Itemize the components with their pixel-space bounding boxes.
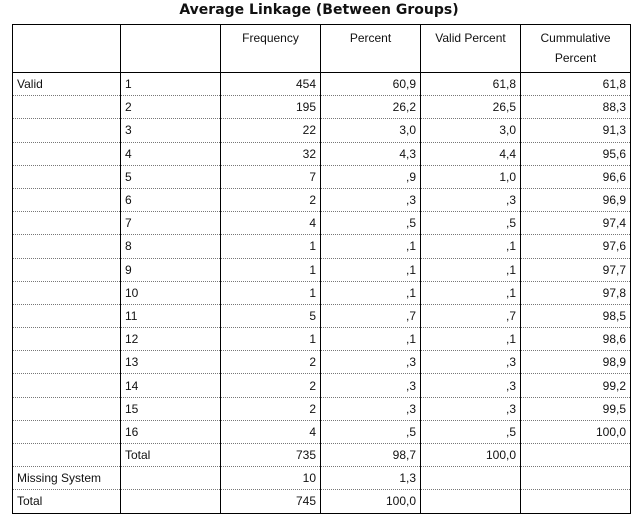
row-group-label bbox=[13, 444, 121, 467]
row-category: 9 bbox=[121, 258, 221, 281]
row-category: 14 bbox=[121, 374, 221, 397]
valid-percent-cell: 1,0 bbox=[421, 165, 521, 188]
row-group-label bbox=[13, 188, 121, 211]
valid-percent-cell: ,3 bbox=[421, 374, 521, 397]
row-group-label bbox=[13, 165, 121, 188]
row-group-label bbox=[13, 258, 121, 281]
frequency-cell: 2 bbox=[221, 397, 321, 420]
cumulative-percent-cell: 96,9 bbox=[521, 188, 631, 211]
frequency-cell: 22 bbox=[221, 119, 321, 142]
table-row bbox=[13, 374, 631, 397]
row-group-label bbox=[13, 212, 121, 235]
valid-percent-cell: 100,0 bbox=[421, 444, 521, 467]
cumulative-percent-cell: 95,6 bbox=[521, 142, 631, 165]
header-cell bbox=[13, 25, 121, 73]
percent-cell: 60,9 bbox=[321, 73, 421, 96]
cumulative-percent-cell: 97,7 bbox=[521, 258, 631, 281]
percent-cell: ,1 bbox=[321, 235, 421, 258]
table-row bbox=[13, 490, 631, 513]
percent-cell: ,1 bbox=[321, 328, 421, 351]
table-row bbox=[13, 119, 631, 142]
table-row bbox=[13, 467, 631, 490]
frequency-cell: 5 bbox=[221, 304, 321, 327]
percent-cell: 1,3 bbox=[321, 467, 421, 490]
valid-percent-cell bbox=[421, 490, 521, 513]
row-group-label: Missing System bbox=[13, 467, 121, 490]
percent-cell: ,3 bbox=[321, 351, 421, 374]
frequency-cell: 1 bbox=[221, 258, 321, 281]
cumulative-percent-cell: 97,6 bbox=[521, 235, 631, 258]
cumulative-percent-cell: 96,6 bbox=[521, 165, 631, 188]
row-category: 3 bbox=[121, 119, 221, 142]
table-row bbox=[13, 235, 631, 258]
frequency-cell: 10 bbox=[221, 467, 321, 490]
frequency-cell: 454 bbox=[221, 73, 321, 96]
table-row bbox=[13, 420, 631, 443]
table-row bbox=[13, 304, 631, 327]
table-title: Average Linkage (Between Groups) bbox=[179, 2, 459, 18]
cumulative-percent-cell: 99,2 bbox=[521, 374, 631, 397]
frequency-cell: 2 bbox=[221, 351, 321, 374]
row-category: 12 bbox=[121, 328, 221, 351]
row-group-label bbox=[13, 420, 121, 443]
cumulative-percent-cell: 97,8 bbox=[521, 281, 631, 304]
frequency-cell: 4 bbox=[221, 212, 321, 235]
row-group-label bbox=[13, 142, 121, 165]
percent-cell: ,5 bbox=[321, 212, 421, 235]
frequency-cell: 1 bbox=[221, 328, 321, 351]
table-row bbox=[13, 397, 631, 420]
frequency-cell: 2 bbox=[221, 188, 321, 211]
row-group-label bbox=[13, 235, 121, 258]
table-row bbox=[13, 165, 631, 188]
row-group-label: Total bbox=[13, 490, 121, 513]
valid-percent-cell: 26,5 bbox=[421, 96, 521, 119]
percent-cell: ,1 bbox=[321, 281, 421, 304]
percent-cell: 98,7 bbox=[321, 444, 421, 467]
cumulative-percent-cell: 91,3 bbox=[521, 119, 631, 142]
row-group-label bbox=[13, 119, 121, 142]
table-body bbox=[13, 73, 631, 514]
valid-percent-cell: 61,8 bbox=[421, 73, 521, 96]
row-group-label bbox=[13, 304, 121, 327]
cumulative-percent-cell bbox=[521, 467, 631, 490]
table-row bbox=[13, 328, 631, 351]
table-row bbox=[13, 96, 631, 119]
cumulative-percent-cell: 98,9 bbox=[521, 351, 631, 374]
frequency-cell: 32 bbox=[221, 142, 321, 165]
percent-cell: 100,0 bbox=[321, 490, 421, 513]
table-row bbox=[13, 444, 631, 467]
frequency-cell: 1 bbox=[221, 281, 321, 304]
cumulative-percent-cell: 97,4 bbox=[521, 212, 631, 235]
row-category: 11 bbox=[121, 304, 221, 327]
cumulative-percent-cell bbox=[521, 444, 631, 467]
valid-percent-cell: ,3 bbox=[421, 351, 521, 374]
row-category: 8 bbox=[121, 235, 221, 258]
cumulative-percent-cell: 88,3 bbox=[521, 96, 631, 119]
row-category: 6 bbox=[121, 188, 221, 211]
row-group-label bbox=[13, 281, 121, 304]
valid-percent-cell: ,1 bbox=[421, 328, 521, 351]
frequency-cell: 7 bbox=[221, 165, 321, 188]
header-row bbox=[13, 25, 631, 73]
percent-cell: ,3 bbox=[321, 397, 421, 420]
table-row bbox=[13, 188, 631, 211]
valid-percent-cell: ,1 bbox=[421, 258, 521, 281]
percent-cell: ,7 bbox=[321, 304, 421, 327]
valid-percent-cell: ,5 bbox=[421, 420, 521, 443]
row-category: 13 bbox=[121, 351, 221, 374]
percent-cell: ,9 bbox=[321, 165, 421, 188]
percent-cell: ,3 bbox=[321, 188, 421, 211]
row-category: 2 bbox=[121, 96, 221, 119]
row-category: 7 bbox=[121, 212, 221, 235]
table-row bbox=[13, 142, 631, 165]
row-group-label bbox=[13, 374, 121, 397]
table-row bbox=[13, 351, 631, 374]
valid-percent-cell: ,7 bbox=[421, 304, 521, 327]
row-category: 10 bbox=[121, 281, 221, 304]
header-cell bbox=[121, 25, 221, 73]
table-row bbox=[13, 212, 631, 235]
row-category: 16 bbox=[121, 420, 221, 443]
row-group-label bbox=[13, 328, 121, 351]
row-group-label bbox=[13, 96, 121, 119]
header-valid-percent: Valid Percent bbox=[421, 25, 521, 73]
cumulative-percent-cell: 99,5 bbox=[521, 397, 631, 420]
percent-cell: 3,0 bbox=[321, 119, 421, 142]
frequency-cell: 195 bbox=[221, 96, 321, 119]
row-group-label: Valid bbox=[13, 73, 121, 96]
header-percent: Percent bbox=[321, 25, 421, 73]
percent-cell: ,5 bbox=[321, 420, 421, 443]
cumulative-percent-cell bbox=[521, 490, 631, 513]
valid-percent-cell: 4,4 bbox=[421, 142, 521, 165]
valid-percent-cell: ,5 bbox=[421, 212, 521, 235]
frequency-cell: 745 bbox=[221, 490, 321, 513]
row-group-label bbox=[13, 351, 121, 374]
frequency-cell: 4 bbox=[221, 420, 321, 443]
valid-percent-cell: 3,0 bbox=[421, 119, 521, 142]
cumulative-percent-cell: 61,8 bbox=[521, 73, 631, 96]
row-category bbox=[121, 490, 221, 513]
valid-percent-cell: ,1 bbox=[421, 235, 521, 258]
row-group-label bbox=[13, 397, 121, 420]
table-row bbox=[13, 258, 631, 281]
percent-cell: ,3 bbox=[321, 374, 421, 397]
valid-percent-cell bbox=[421, 467, 521, 490]
row-category: 5 bbox=[121, 165, 221, 188]
row-category: 15 bbox=[121, 397, 221, 420]
table-row bbox=[13, 281, 631, 304]
cumulative-percent-cell: 100,0 bbox=[521, 420, 631, 443]
header-cumulative-percent: Cummulative Percent bbox=[521, 25, 631, 73]
cumulative-percent-cell: 98,6 bbox=[521, 328, 631, 351]
frequency-cell: 735 bbox=[221, 444, 321, 467]
frequency-table bbox=[12, 24, 631, 514]
valid-percent-cell: ,3 bbox=[421, 397, 521, 420]
cumulative-percent-cell: 98,5 bbox=[521, 304, 631, 327]
table-row bbox=[13, 73, 631, 96]
row-category: Total bbox=[121, 444, 221, 467]
header-frequency: Frequency bbox=[221, 25, 321, 73]
row-category: 1 bbox=[121, 73, 221, 96]
frequency-cell: 1 bbox=[221, 235, 321, 258]
percent-cell: 26,2 bbox=[321, 96, 421, 119]
percent-cell: ,1 bbox=[321, 258, 421, 281]
row-category bbox=[121, 467, 221, 490]
valid-percent-cell: ,1 bbox=[421, 281, 521, 304]
frequency-cell: 2 bbox=[221, 374, 321, 397]
percent-cell: 4,3 bbox=[321, 142, 421, 165]
row-category: 4 bbox=[121, 142, 221, 165]
valid-percent-cell: ,3 bbox=[421, 188, 521, 211]
